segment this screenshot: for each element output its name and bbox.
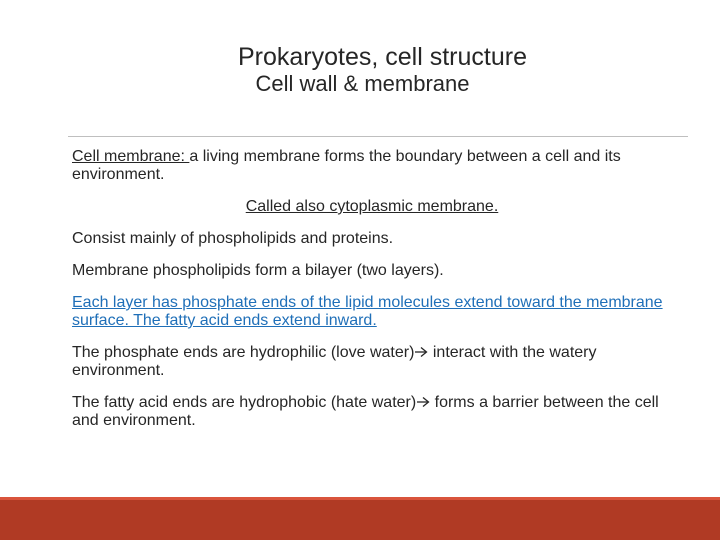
paragraph-cytoplasmic: Called also cytoplasmic membrane. (245, 198, 499, 215)
slide-title: Prokaryotes, cell structure (238, 43, 527, 71)
paragraph-hydrophilic (72, 344, 672, 380)
right-arrow-icon (416, 396, 430, 408)
slide-title-block (0, 44, 720, 95)
footer-bar (0, 500, 720, 540)
paragraph-bilayer: Membrane phospholipids form a bilayer (two layers). (72, 262, 444, 279)
right-arrow-icon (414, 346, 428, 358)
hydrophobic-text: The fatty acid ends are hydrophobic (hate water) (72, 394, 417, 411)
paragraph-cell-membrane (72, 148, 672, 184)
hydrophobic-result: forms a barrier between the cell and environment. (72, 394, 659, 429)
term-cell-membrane: Cell membrane: (72, 148, 190, 165)
slide-body (72, 148, 672, 444)
hydrophilic-result: interact with the watery environment. (72, 344, 597, 379)
paragraph-hydrophobic (72, 394, 672, 430)
title-divider (68, 136, 688, 137)
hydrophilic-text: The phosphate ends are hydrophilic (love water) (72, 344, 415, 361)
paragraph-composition: Consist mainly of phospholipids and proteins. (72, 230, 394, 247)
definition-cell-membrane: a living membrane forms the boundary between a cell and its environment. (72, 148, 621, 183)
slide-subtitle: Cell wall & membrane (255, 71, 470, 97)
paragraph-layer-ends-link[interactable]: Each layer has phosphate ends of the lipid molecules extend toward the membrane surface. The fatty acid ends extend inward. (72, 294, 663, 329)
